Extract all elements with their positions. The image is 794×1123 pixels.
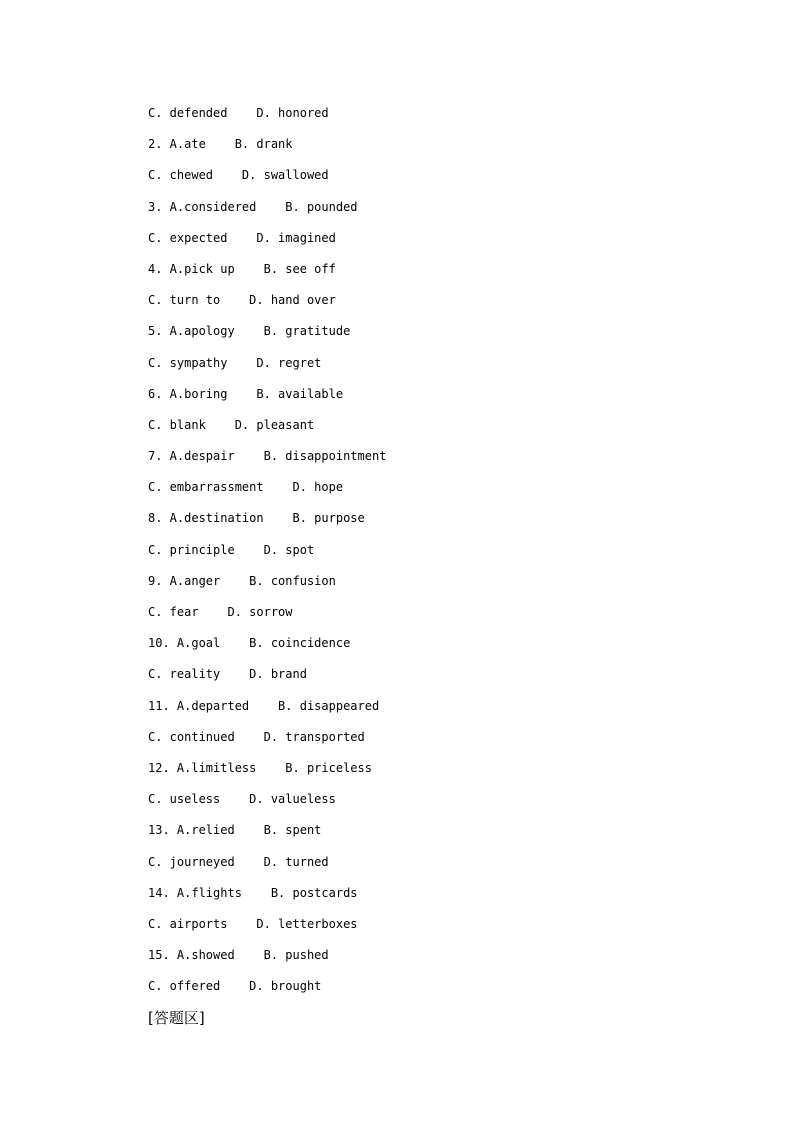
option-line: 11. A.departed B. disappeared [148,698,380,713]
option-line: C. useless D. valueless [148,792,336,807]
option-line: C. reality D. brand [148,667,307,682]
option-line: 10. A.goal B. coincidence [148,636,351,651]
option-line: C. blank D. pleasant [148,417,315,432]
option-line: 5. A.apology B. gratitude [148,324,351,339]
option-line: C. fear D. sorrow [148,605,293,619]
option-line: 4. A.pick up B. see off [148,261,336,276]
option-line: 7. A.despair B. disappointment [148,449,387,464]
option-line: 2. A.ate B. drank [148,137,293,152]
option-line: C. chewed D. swallowed [148,168,329,183]
option-line: 14. A.flights B. postcards [148,885,358,900]
option-line: C. defended D. honored [148,106,329,120]
option-line: 6. A.boring B. available [148,386,344,401]
option-line: 13. A.relied B. spent [148,823,322,838]
option-line: C. sympathy D. regret [148,355,322,370]
option-line: C. airports D. letterboxes [148,916,358,931]
option-line: 8. A.destination B. purpose [148,511,365,526]
option-line: C. embarrassment D. hope [148,480,344,495]
option-line: 3. A.considered B. pounded [148,199,358,214]
option-line: 12. A.limitless B. priceless [148,760,372,775]
option-line: C. journeyed D. turned [148,854,329,869]
option-line: C. turn to D. hand over [148,293,336,308]
option-line: C. offered D. brought [148,979,322,994]
option-line: 9. A.anger B. confusion [148,573,336,588]
option-lines [148,104,386,1008]
option-line: 15. A.showed B. pushed [148,948,329,963]
answer-area-label: [答题区] [148,1009,205,1027]
option-line: C. continued D. transported [148,729,365,744]
option-line: C. principle D. spot [148,542,315,557]
option-line: C. expected D. imagined [148,230,336,245]
